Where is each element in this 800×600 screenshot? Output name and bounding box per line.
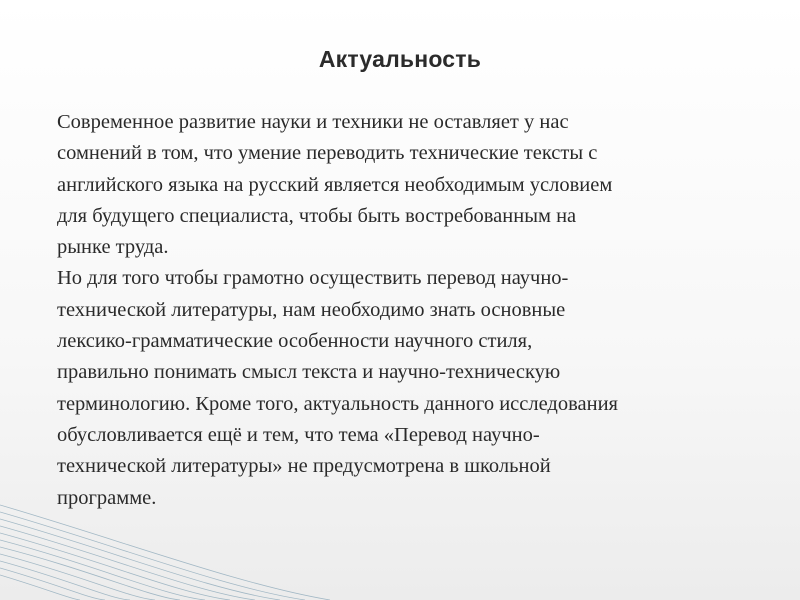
- paragraph-2: Но для того чтобы грамотно осуществить перевод научно- технической литературы, нам необходимо знать основные лексико-грамматические особенности научного стиля, правильно понимать смысл текста и научно-техническую терминологию. Кроме того, актуальность данного исследования обусловливается ещё и тем, что тема «Перевод научно- технической литературы» не предусмотрена в школьной программе.: [57, 267, 618, 509]
- slide-body: [57, 107, 792, 514]
- paragraph-1: Современное развитие науки и техники не оставляет у нас сомнений в том, что умение переводить технические тексты с английского языка на русский является необходимым условием для будущего специалиста, чтобы быть востребованным на рынке труда.: [57, 111, 613, 259]
- slide-title: Актуальность: [318, 46, 482, 72]
